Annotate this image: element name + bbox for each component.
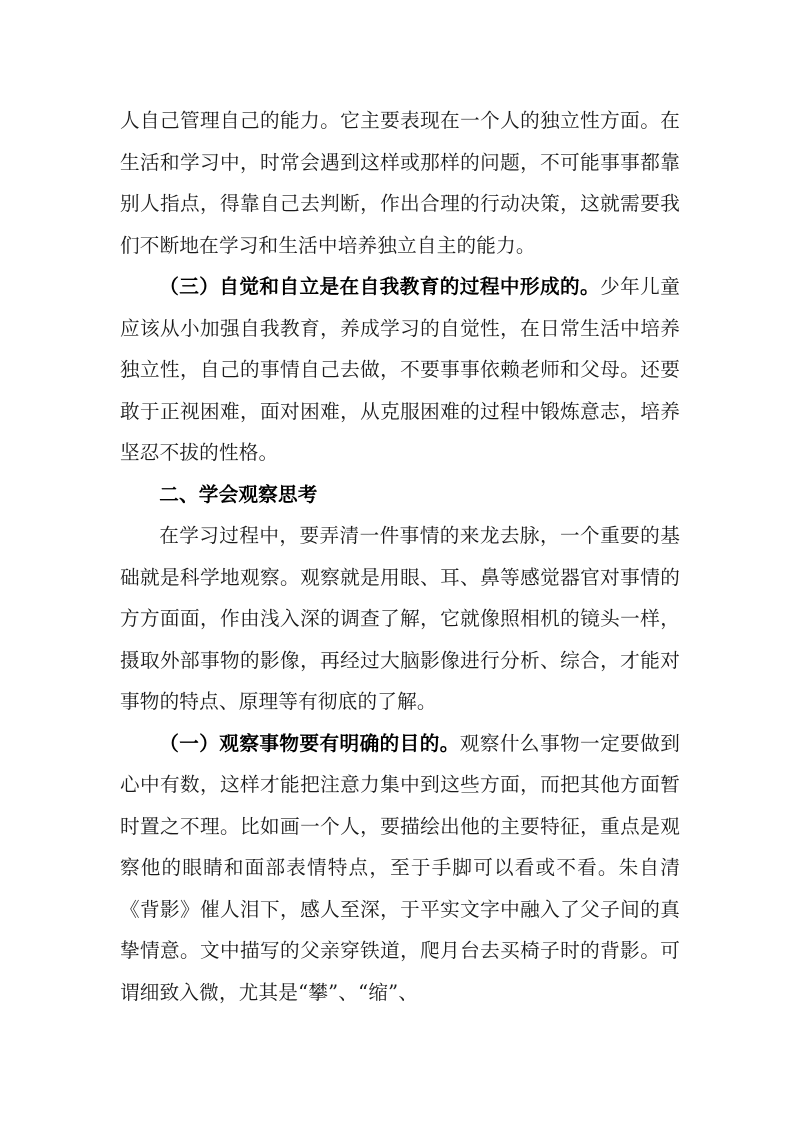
paragraph-clear-purpose (120, 723, 680, 1014)
section-heading-text: 二、学会观察思考 (159, 482, 318, 506)
paragraph-text: 人自己管理自己的能力。它主要表现在一个人的独立性方面。在生活和学习中，时常会遇到这样或那样的问题，不可能事事都靠别人指点，得靠自己去判断，作出合理的行动决策，这就需要我们不断地在学习和生活中培养独立自主的能力。 (120, 109, 680, 257)
section-lead-three: （三）自觉和自立是在自我教育的过程中形成的。 (159, 275, 601, 298)
section-heading-observation (120, 474, 680, 516)
section-lead-one: （一）观察事物要有明确的目的。 (159, 731, 460, 755)
paragraph-scientific-observation (120, 515, 680, 723)
paragraph-text: 少年儿童应该从小加强自我教育，养成学习的自觉性，在日常生活中培养独立性，自己的事情自己去做，不要事事依赖老师和父母。还要敢于正视困难，面对困难，从克服困难的过程中锻炼意志，培养坚忍不拔的性格。 (120, 275, 680, 464)
paragraph-independence-ability (120, 100, 680, 266)
paragraph-self-education (120, 266, 680, 474)
document-body (120, 100, 680, 1013)
paragraph-text: 在学习过程中，要弄清一件事情的来龙去脉，一个重要的基础就是科学地观察。观察就是用眼、耳、鼻等感觉器官对事情的方方面面，作由浅入深的调查了解，它就像照相机的镜头一样，摄取外部事物的影像，再经过大脑影像进行分析、综合，才能对事物的特点、原理等有彻底的了解。 (120, 524, 680, 713)
paragraph-text: 观察什么事物一定要做到心中有数，这样才能把注意力集中到这些方面，而把其他方面暂时置之不理。比如画一个人，要描绘出他的主要特征，重点是观察他的眼睛和面部表情特点，至于手脚可以看或不看。朱自清《背影》催人泪下，感人至深，于平实文字中融入了父子间的真挚情意。文中描写的父亲穿铁道，爬月台去买椅子时的背影。可谓细致入微，尤其是“攀”、“缩”、 (120, 731, 680, 1004)
